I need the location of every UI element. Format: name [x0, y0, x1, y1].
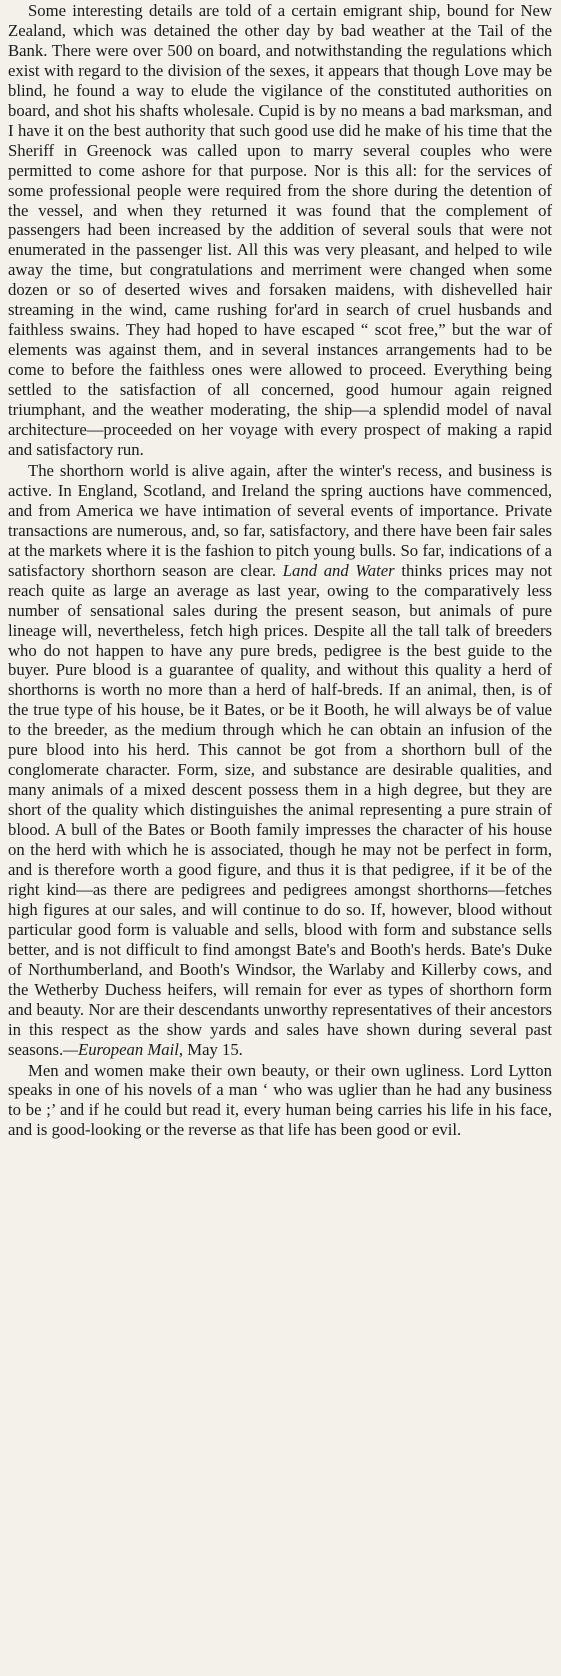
paragraph-beauty: Men and women make their own beauty, or their own ugliness. Lord Lytton speaks in one of his novels of a man ‘ who was uglier than he had any business to be ;’ and if he could but read it, every human being carries his life in his face, and is good-looking or the reverse as that life has been good or evil.: [8, 1060, 552, 1140]
source-european-mail: —European Mail,: [63, 1039, 184, 1059]
source-date: May 15.: [187, 1039, 243, 1059]
paragraph-shorthorn: [8, 461, 552, 1060]
paragraph-emigrant-ship: Some interesting details are told of a certain emigrant ship, bound for New Zealand, which was detained the other day by bad weather at the Tail of the Bank. There were over 500 on board, and notwithstanding the regulations which exist with regard to the division of the sexes, it appears that though Love may be blind, he found a way to elude the vigilance of the constituted authorities on board, and shot his shafts wholesale. Cupid is by no means a bad marksman, and I have it on the best authority that such good use did he make of his time that the Sheriff in Greenock was called upon to marry several couples who were permitted to come ashore for that purpose. Nor is this all: for the services of some professional people were required from the shore during the detention of the vessel, and when they returned it was found that the complement of passengers had been increased by the addition of several souls that were not enumerated in the passenger list. All this was very pleasant, and helped to wile away the time, but congratulations and merriment were changed when some dozen or so of deserted wives and forsaken maidens, with dishevelled hair streaming in the wind, came rushing for'ard in search of cruel husbands and faithless swains. They had hoped to have escaped “ scot free,” but the war of elements was against them, and in several instances arrangements had to be come to before the faithless ones were allowed to proceed. Everything being settled to the satisfaction of all concerned, good humour again reigned triumphant, and the weather moderating, the ship—a splendid model of naval architecture—proceeded on her voyage with every prospect of making a rapid and satisfactory run.: [8, 1, 552, 459]
shorthorn-text-after: thinks prices may not reach quite as large an average as last year, owing to the comparatively less number of sensational sales during the present season, but animals of pure lineage will, nevertheless, fetch high prices. Despite all the tall talk of breeders who do not happen to have any pure breds, pedigree is the best guide to the buyer. Pure blood is a guarantee of quality, and without this quality a herd of shorthorns is worth no more than a herd of half-breds. If an animal, then, is of the true type of his house, be it Bates, or be it Booth, he will always be of value to the breeder, as the medium through which he can obtain an infusion of the pure blood into his herd. This cannot be got from a shorthorn bull of the conglomerate character. Form, size, and substance are desirable qualities, and many animals of a mixed descent possess them in a high degree, but they are short of the quality which distinguishes the animal representing a pure strain of blood. A bull of the Bates or Booth family impresses the character of his house on the herd with which he is associated, though he may not be perfect in form, and is therefore worth a good figure, and thus it is that pedigree, if it be of the right kind—as there are pedigrees and pedigrees amongst shorthorns—fetches high figures at our sales, and will continue to do so. If, however, blood without particular good form is valuable and sells, blood with form and substance sells better, and is not difficult to find amongst Bate's and Booth's herds. Bate's Duke of Northumberland, and Booth's Windsor, the Warlaby and Killerby cows, and the Wetherby Duchess heifers, will remain for ever as types of shorthorn form and beauty. Nor are their descendants unworthy representatives of their ancestors in this respect as the show yards and sales have shown during several past seasons.: [8, 560, 553, 1059]
shorthorn-text-before: The shorthorn world is alive again, after the winter's recess, and business is active. In England, Scotland, and Ireland the spring auctions have commenced, and from America we have intimation of several events of importance. Private transactions are numerous, and, so far, satisfactory, and there have been fair sales at the markets where it is the fashion to pitch young bulls. So far, indications of a satisfactory shorthorn season are clear.: [8, 460, 552, 580]
publication-name-land-and-water: Land and Water: [282, 560, 395, 580]
